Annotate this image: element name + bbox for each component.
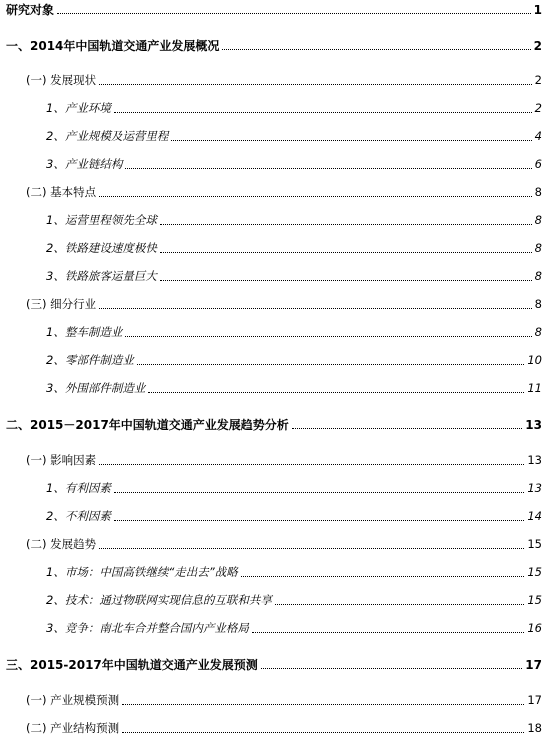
dot-leader — [160, 279, 532, 281]
toc-entry-page: 6 — [534, 157, 542, 171]
dot-leader — [99, 547, 524, 549]
toc-entry-page: 2 — [533, 39, 542, 53]
toc-entry[interactable] — [6, 40, 542, 52]
toc-entry-page: 8 — [534, 297, 542, 311]
toc-entry-title: 3、外围部件制造业 — [46, 381, 146, 395]
toc-entry-title: (二) 发展趋势 — [26, 537, 97, 551]
dot-leader — [171, 139, 531, 141]
toc-entry-title: 1、整车制造业 — [46, 325, 123, 339]
toc-entry-title: 1、产业环境 — [46, 101, 111, 115]
dot-leader — [137, 363, 525, 365]
toc-entry[interactable] — [6, 4, 542, 16]
toc-entry-page: 16 — [527, 621, 542, 635]
toc-entry[interactable] — [26, 539, 542, 551]
toc-entry[interactable] — [46, 383, 542, 395]
toc-entry[interactable] — [26, 75, 542, 87]
toc-entry-title: 二、2015－2017年中国轨道交通产业发展趋势分析 — [6, 418, 289, 432]
dot-leader — [261, 667, 523, 669]
toc-entry-title: 研究对象 — [6, 3, 55, 17]
toc-entry[interactable] — [46, 103, 542, 115]
toc-entry[interactable] — [26, 187, 542, 199]
toc-entry-page: 8 — [534, 269, 542, 283]
toc-entry-page: 1 — [533, 3, 542, 17]
toc-entry-page: 13 — [527, 453, 542, 467]
dot-leader — [99, 195, 532, 197]
toc-entry-page: 4 — [534, 129, 542, 143]
toc-entry-page: 8 — [534, 185, 542, 199]
toc-entry-title: (三) 细分行业 — [26, 297, 97, 311]
toc-entry-title: 2、产业规模及运营里程 — [46, 129, 169, 143]
toc-entry-title: 1、运营里程领先全球 — [46, 213, 157, 227]
toc-entry-page: 13 — [525, 418, 542, 432]
toc-entry-page: 2 — [534, 101, 542, 115]
toc-entry-title: 3、铁路旅客运量巨大 — [46, 269, 157, 283]
dot-leader — [99, 307, 532, 309]
toc-entry-title: 1、市场：中国高铁继续“走出去”战略 — [46, 565, 238, 579]
toc-entry-page: 15 — [527, 593, 542, 607]
toc-entry-page: 18 — [527, 721, 542, 735]
toc-entry[interactable] — [46, 131, 542, 143]
toc-entry[interactable] — [26, 455, 542, 467]
dot-leader — [148, 391, 524, 393]
toc-entry[interactable] — [46, 623, 542, 635]
dot-leader — [292, 427, 522, 429]
toc-entry[interactable] — [46, 159, 542, 171]
toc-entry-page: 2 — [534, 73, 542, 87]
dot-leader — [241, 575, 525, 577]
toc-entry[interactable] — [26, 299, 542, 311]
toc-entry[interactable] — [46, 271, 542, 283]
toc-entry-title: 1、有利因素 — [46, 481, 111, 495]
dot-leader — [122, 731, 524, 733]
toc-entry-page: 10 — [527, 353, 542, 367]
toc-entry-title: 3、产业链结构 — [46, 157, 123, 171]
dot-leader — [114, 111, 532, 113]
toc-entry-title: 2、技术：通过物联网实现信息的互联和共享 — [46, 593, 272, 607]
dot-leader — [160, 223, 532, 225]
toc-entry-title: 2、零部件制造业 — [46, 353, 134, 367]
dot-leader — [252, 631, 525, 633]
toc-entry-page: 17 — [525, 658, 542, 672]
toc-entry[interactable] — [46, 327, 542, 339]
toc-entry[interactable] — [6, 659, 542, 671]
dot-leader — [222, 48, 530, 50]
toc-entry-title: (一) 发展现状 — [26, 73, 97, 87]
toc-entry-title: (二) 基本特点 — [26, 185, 97, 199]
dot-leader — [125, 335, 531, 337]
toc-entry-page: 17 — [527, 693, 542, 707]
dot-leader — [275, 603, 525, 605]
dot-leader — [160, 251, 532, 253]
toc-entry-title: 2、铁路建设速度极快 — [46, 241, 157, 255]
dot-leader — [125, 167, 531, 169]
toc-entry-title: 一、2014年中国轨道交通产业发展概况 — [6, 39, 220, 53]
toc-entry-page: 8 — [534, 213, 542, 227]
toc-entry-page: 8 — [534, 241, 542, 255]
toc-entry-page: 11 — [527, 381, 542, 395]
toc-entry[interactable] — [46, 215, 542, 227]
toc-entry[interactable] — [46, 355, 542, 367]
toc-entry-page: 8 — [534, 325, 542, 339]
toc-entry-title: 3、竞争：南北车合并整合国内产业格局 — [46, 621, 249, 635]
toc-entry[interactable] — [26, 723, 542, 735]
toc-entry-page: 15 — [527, 565, 542, 579]
toc-entry[interactable] — [46, 483, 542, 495]
dot-leader — [122, 703, 524, 705]
toc-entry-title: (一) 影响因素 — [26, 453, 97, 467]
toc-entry[interactable] — [46, 595, 542, 607]
toc-entry-page: 14 — [527, 509, 542, 523]
toc-entry-page: 15 — [527, 537, 542, 551]
toc-entry[interactable] — [46, 567, 542, 579]
dot-leader — [99, 83, 532, 85]
toc-entry-page: 13 — [527, 481, 542, 495]
dot-leader — [114, 519, 525, 521]
toc-entry-title: 2、不利因素 — [46, 509, 111, 523]
dot-leader — [99, 463, 524, 465]
toc-entry[interactable] — [46, 511, 542, 523]
dot-leader — [114, 491, 525, 493]
toc-entry[interactable] — [46, 243, 542, 255]
toc-entry[interactable] — [26, 695, 542, 707]
toc-entry-title: 三、2015-2017年中国轨道交通产业发展预测 — [6, 658, 258, 672]
toc-entry-title: (一) 产业规模预测 — [26, 693, 120, 707]
dot-leader — [57, 12, 531, 14]
toc-entry[interactable] — [6, 419, 542, 431]
toc-entry-title: (二) 产业结构预测 — [26, 721, 120, 735]
